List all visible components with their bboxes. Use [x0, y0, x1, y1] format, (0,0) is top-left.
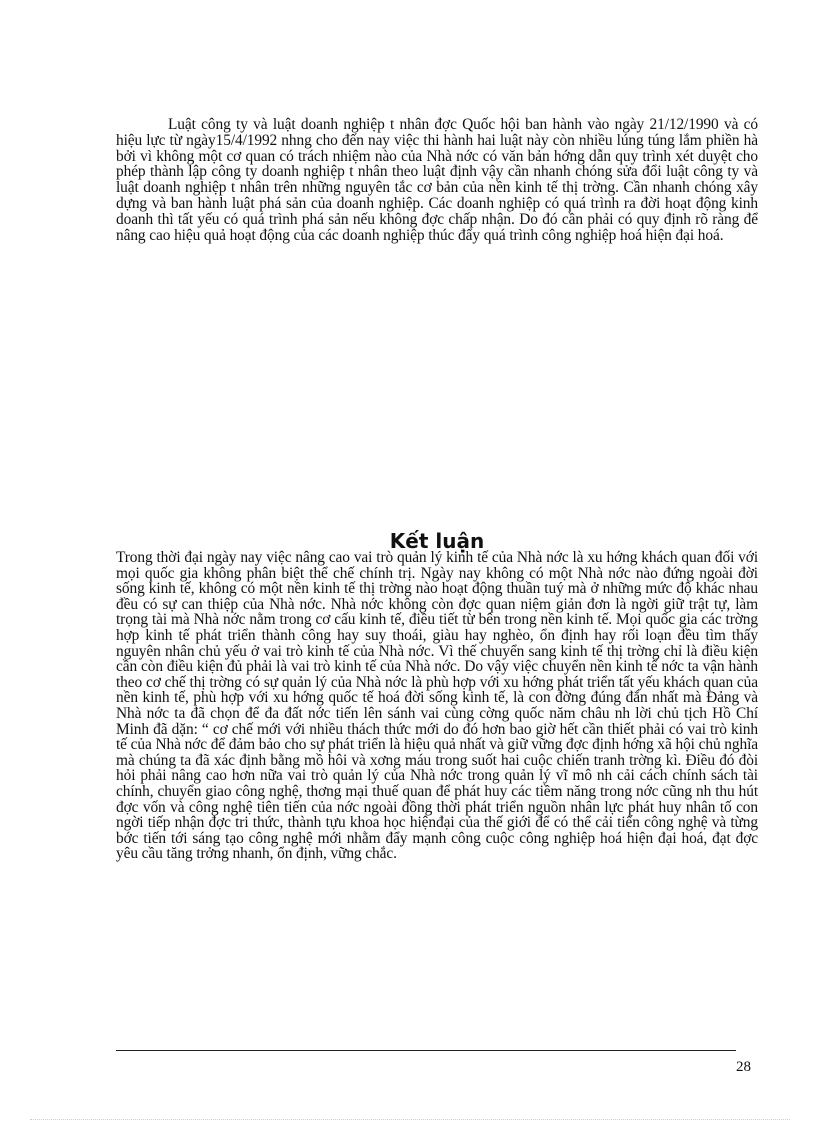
conclusion-paragraph: Trong thời đại ngày nay việc nâng cao vai trò quản lý kinh tế của Nhà nớc là xu hớng khách quan đối với mọi quốc gia không phân biệt thể chế chính trị. Ngày nay không có một Nhà nớc nào đứng ngoài đời sống kinh tế, không có một nền kinh tế thị trờng nào hoạt động thuần tuý mà ở những mức độ khác nhau đều có sự can thiệp của Nhà nớc. Nhà nớc không còn đợc quan niệm giản đơn là ngời giữ trật tự, làm trọng tài mà Nhà nớc nằm trong cơ cấu kinh tế, điều tiết từ bên trong nền kinh tế. Mọi quốc gia các trờng hợp kinh tế phát triển thành công hay suy thoái, giàu hay nghèo, ổn định hay rối loạn đều tìm thấy nguyên nhân chủ yếu ở vai trò kinh tế của Nhà nớc. Vì thế chuyển sang kinh tế thị trờng chỉ là điều kiện cần còn điều kiện đủ phải là vai trò kinh tế của Nhà nớc. Do vậy việc chuyển nền kinh tế nớc ta vận hành theo cơ chế thị trờng có sự quản lý của Nhà nớc là phù hợp với xu hớng phát triển tất yếu khách quan của nền kinh tế, phù hợp với xu hớng quốc tế hoá đời sống kinh tế, là con đờng đúng đắn nhất mà Đảng và Nhà nớc ta đã chọn để đa đất nớc tiến lên sánh vai cùng cờng quốc năm châu nh lời chủ tịch Hồ Chí Minh đã dặn: “ cơ chế mới với nhiều thách thức mới do đó hơn bao giờ hết cần thiết phải có vai trò kinh tế của Nhà nớc để đảm bảo cho sự phát triển là hiệu quả nhất và giữ vững đợc định hớng xã hội chủ nghĩa mà chúng ta đã xác định bằng mồ hôi và xơng máu trong suốt hai cuộc chiến tranh trờng kì. Điều đó đòi hỏi phải nâng cao hơn nữa vai trò quản lý của Nhà nớc trong quản lý vĩ mô nh cải cách chính sách tài chính, chuyển giao công nghệ, thơng mại thuế quan để phát huy các tiềm năng trong nớc cũng nh thu hút đợc vốn và công nghệ tiên tiến của nớc ngoài đồng thời phát triển nguồn nhân lực phát huy nhân tố con ngời tiếp nhận đợc tri thức, thành tựu khoa học hiệnđại của thế giới để có thể cải tiến công nghệ và từng bớc tiến tới sáng tạo công nghệ mới nhằm đẩy mạnh công cuộc công nghiệp hoá hiện đại hoá, đạt đợc yêu cầu tăng trởng nhanh, ổn định, vững chắc.: [116, 549, 758, 863]
intro-paragraph: Luật công ty và luật doanh nghiệp t nhân đợc Quốc hội ban hành vào ngày 21/12/1990 và có hiệu lực từ ngày15/4/1992 nhng cho đến nay việc thi hành hai luật này còn nhiều lúng túng lắm phiền hà bởi vì không một cơ quan có trách nhiệm nào của Nhà nớc có văn bản hớng dẫn quy trình xét duyệt cho phép thành lập công ty doanh nghiệp t nhân theo luật định vậy cần nhanh chóng sửa đổi luật công ty và luật doanh nghiệp t nhân trên những nguyên tắc cơ bản của nền kinh tế thị trờng. Cần nhanh chóng xây dựng và ban hành luật phá sản của doanh nghiệp. Các doanh nghiệp có quá trình ra đời hoạt động kinh doanh thì tất yếu có quá trình phá sản nếu không đợc chấp nhận. Do đó cần phải có quy định rõ ràng để nâng cao hiệu quả hoạt động của các doanh nghiệp thúc đẩy quá trình công nghiệp hoá hiện đại hoá.: [116, 116, 758, 244]
footer-divider: [116, 1050, 736, 1051]
page-number: 28: [736, 1059, 751, 1075]
page-bottom-edge: [30, 1119, 790, 1120]
conclusion-heading: Kết luận: [389, 529, 485, 553]
